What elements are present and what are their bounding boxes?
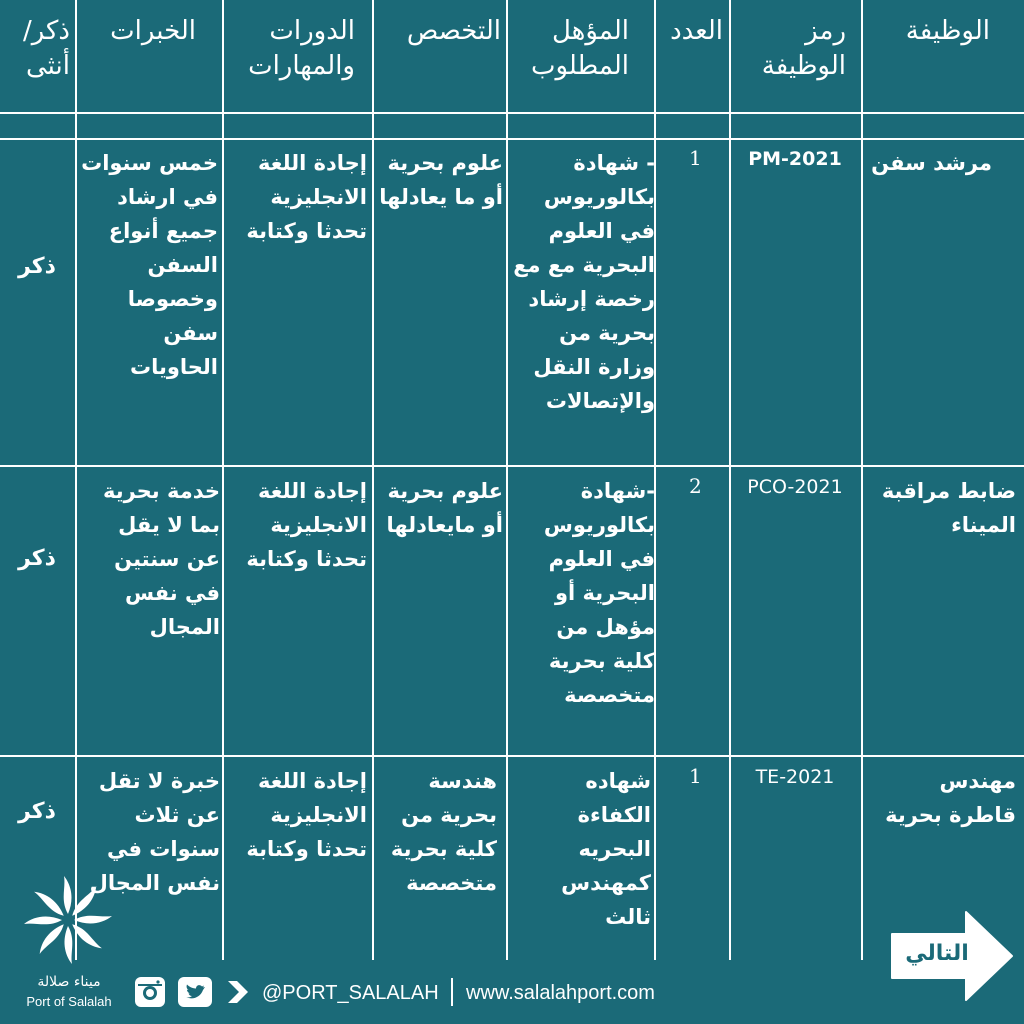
row-count: 2	[689, 474, 702, 498]
header-courses: الدورات والمهارات	[248, 16, 355, 82]
footer-divider	[451, 978, 453, 1006]
row-experience: خمس سنوات في ارشاد جميع أنواع السفن وخصوصا سفن الحاويات	[81, 151, 218, 379]
row-specialization: علوم بحرية أو ما يعادلها	[379, 151, 503, 209]
row-specialization: هندسة بحرية من كلية بحرية متخصصة	[390, 769, 497, 895]
row-count: 1	[689, 764, 702, 788]
grid-hline	[0, 112, 1024, 114]
header-gender: ذكر/ أنثى	[22, 16, 70, 82]
row-qualification: - شهادة بكالوريوس في العلوم البحرية مع مع رخصة إرشاد بحرية من وزارة النقل والإتصالات	[513, 151, 655, 413]
grid-vline	[222, 0, 224, 960]
row-qualification: -شهادة بكالوريوس في العلوم البحرية أو مؤهل من كلية بحرية متخصصة	[543, 479, 655, 707]
header-count: العدد	[670, 16, 723, 46]
grid-vline	[75, 0, 77, 960]
row-qualification: شهاده الكفاءة البحريه كمهندس ثالث	[561, 769, 651, 929]
row-gender: ذكر	[18, 799, 56, 824]
row-code: PM-2021	[748, 148, 842, 170]
next-button[interactable]	[890, 910, 1016, 1002]
row-courses: إجادة اللغة الانجليزية تحدثا وكتابة	[246, 151, 367, 243]
row-code: PCO-2021	[747, 476, 843, 498]
grid-vline	[372, 0, 374, 960]
instagram-icon[interactable]	[133, 975, 167, 1013]
row-experience: خدمة بحرية بما لا يقل عن سنتين في نفس المجال	[102, 479, 220, 639]
grid-hline	[0, 755, 1024, 757]
row-gender: ذكر	[18, 254, 56, 279]
row-job: مرشد سفن	[871, 151, 992, 175]
grid-vline	[861, 0, 863, 960]
logo-arabic-text: ميناء صلالة	[37, 974, 101, 990]
row-specialization: علوم بحرية أو مايعادلها	[386, 479, 503, 537]
logo-english-text: Port of Salalah	[26, 994, 112, 1009]
website-link[interactable]: www.salalahport.com	[466, 982, 655, 1004]
grid-hline	[0, 138, 1024, 140]
port-logo-icon	[18, 870, 118, 970]
grid-vline	[506, 0, 508, 960]
header-specialization: التخصص	[406, 16, 501, 46]
next-button-label: التالي	[905, 941, 969, 966]
row-courses: إجادة اللغة الانجليزية تحدثا وكتابة	[246, 769, 367, 861]
row-gender: ذكر	[18, 546, 56, 571]
twitter-handle[interactable]: @PORT_SALALAH	[262, 982, 439, 1004]
row-code: TE-2021	[755, 766, 835, 788]
header-experience: الخبرات	[110, 16, 196, 46]
twitter-icon[interactable]	[176, 975, 214, 1013]
row-experience: خبرة لا تقل عن ثلاث سنوات في نفس المجال	[89, 769, 220, 895]
header-job: الوظيفة	[905, 16, 990, 46]
row-courses: إجادة اللغة الانجليزية تحدثا وكتابة	[246, 479, 367, 571]
header-qualification: المؤهل المطلوب	[530, 16, 629, 82]
row-job: ضابط مراقبة الميناء	[881, 479, 1016, 537]
grid-hline	[0, 465, 1024, 467]
row-job: مهندس قاطرة بحرية	[885, 769, 1016, 827]
row-count: 1	[689, 146, 702, 170]
chevron-right-icon	[222, 977, 252, 1011]
header-code: رمز الوظيفة	[761, 16, 846, 82]
